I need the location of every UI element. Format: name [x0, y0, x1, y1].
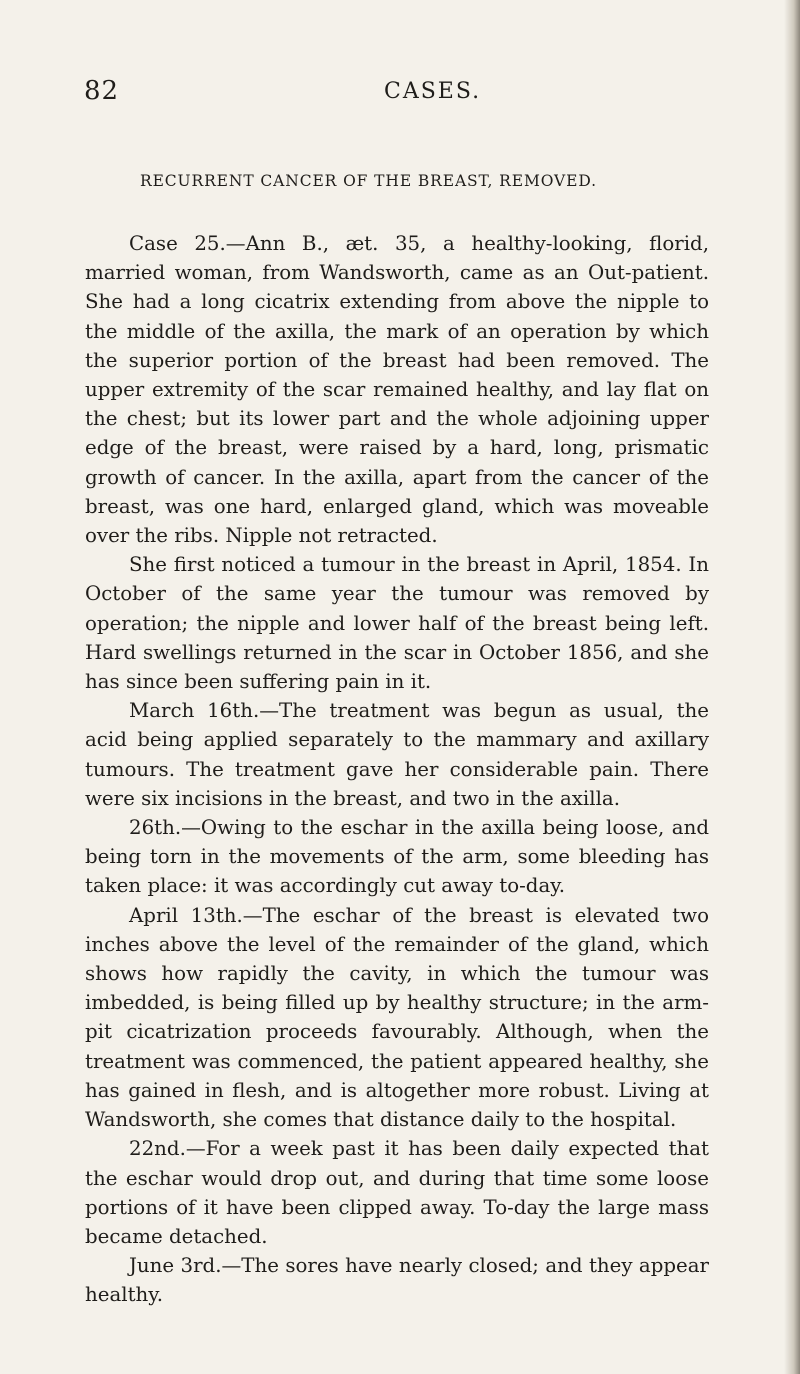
running-head: CASES.: [384, 79, 482, 104]
page-edge-shadow: [784, 0, 800, 1374]
paragraph-case-introduction: Case 25.—Ann B., æt. 35, a healthy-looking, florid, married woman, from Wandsworth, came as an Out-patient. She had a long cicatrix extending from above the nipple to the middle of the axilla, the mark of an operation by which the superior portion of the breast had been removed. The upper extremity of the scar remained healthy, and lay flat on the chest; but its lower part and the whole adjoining upper edge of the breast, were raised by a hard, long, prismatic growth of cancer. In the axilla, apart from the cancer of the breast, was one hard, enlarged gland, which was moveable over the ribs. Nipple not retracted.: [85, 232, 709, 548]
page-header: [84, 76, 700, 116]
paragraph-26th: 26th.—Owing to the eschar in the axilla being loose, and being torn in the movements of the arm, some bleeding has taken place: it was accordingly cut away to-day.: [85, 816, 709, 898]
body-text: [85, 229, 709, 1310]
paragraph-april-13: April 13th.—The eschar of the breast is elevated two inches above the level of the remainder of the gland, which shows how rapidly the cavity, in which the tumour was imbedded, is being filled up by healthy structure; in the arm-pit cicatrization proceeds favourably. Although, when the treatment was commenced, the patient appeared healthy, she has gained in flesh, and is altogether more robust. Living at Wandsworth, she comes that distance daily to the hospital.: [85, 903, 709, 1132]
paragraph-22nd: 22nd.—For a week past it has been daily expected that the eschar would drop out, and during that time some loose portions of it have been clipped away. To-day the large mass became detached.: [85, 1137, 709, 1248]
section-title: RECURRENT CANCER OF THE BREAST, REMOVED.: [140, 172, 597, 190]
paragraph-march-16: March 16th.—The treatment was begun as usual, the acid being applied separately to the mammary and axillary tumours. The treatment gave her considerable pain. There were six incisions in the breast, and two in the axilla.: [85, 699, 709, 810]
page-number: 82: [84, 76, 120, 106]
paragraph-history: She first noticed a tumour in the breast in April, 1854. In October of the same year the tumour was removed by operation; the nipple and lower half of the breast being left. Hard swellings returned in the scar in October 1856, and she has since been suffering pain in it.: [85, 553, 709, 694]
paragraph-june-3: June 3rd.—The sores have nearly closed; and they appear healthy.: [85, 1254, 709, 1307]
